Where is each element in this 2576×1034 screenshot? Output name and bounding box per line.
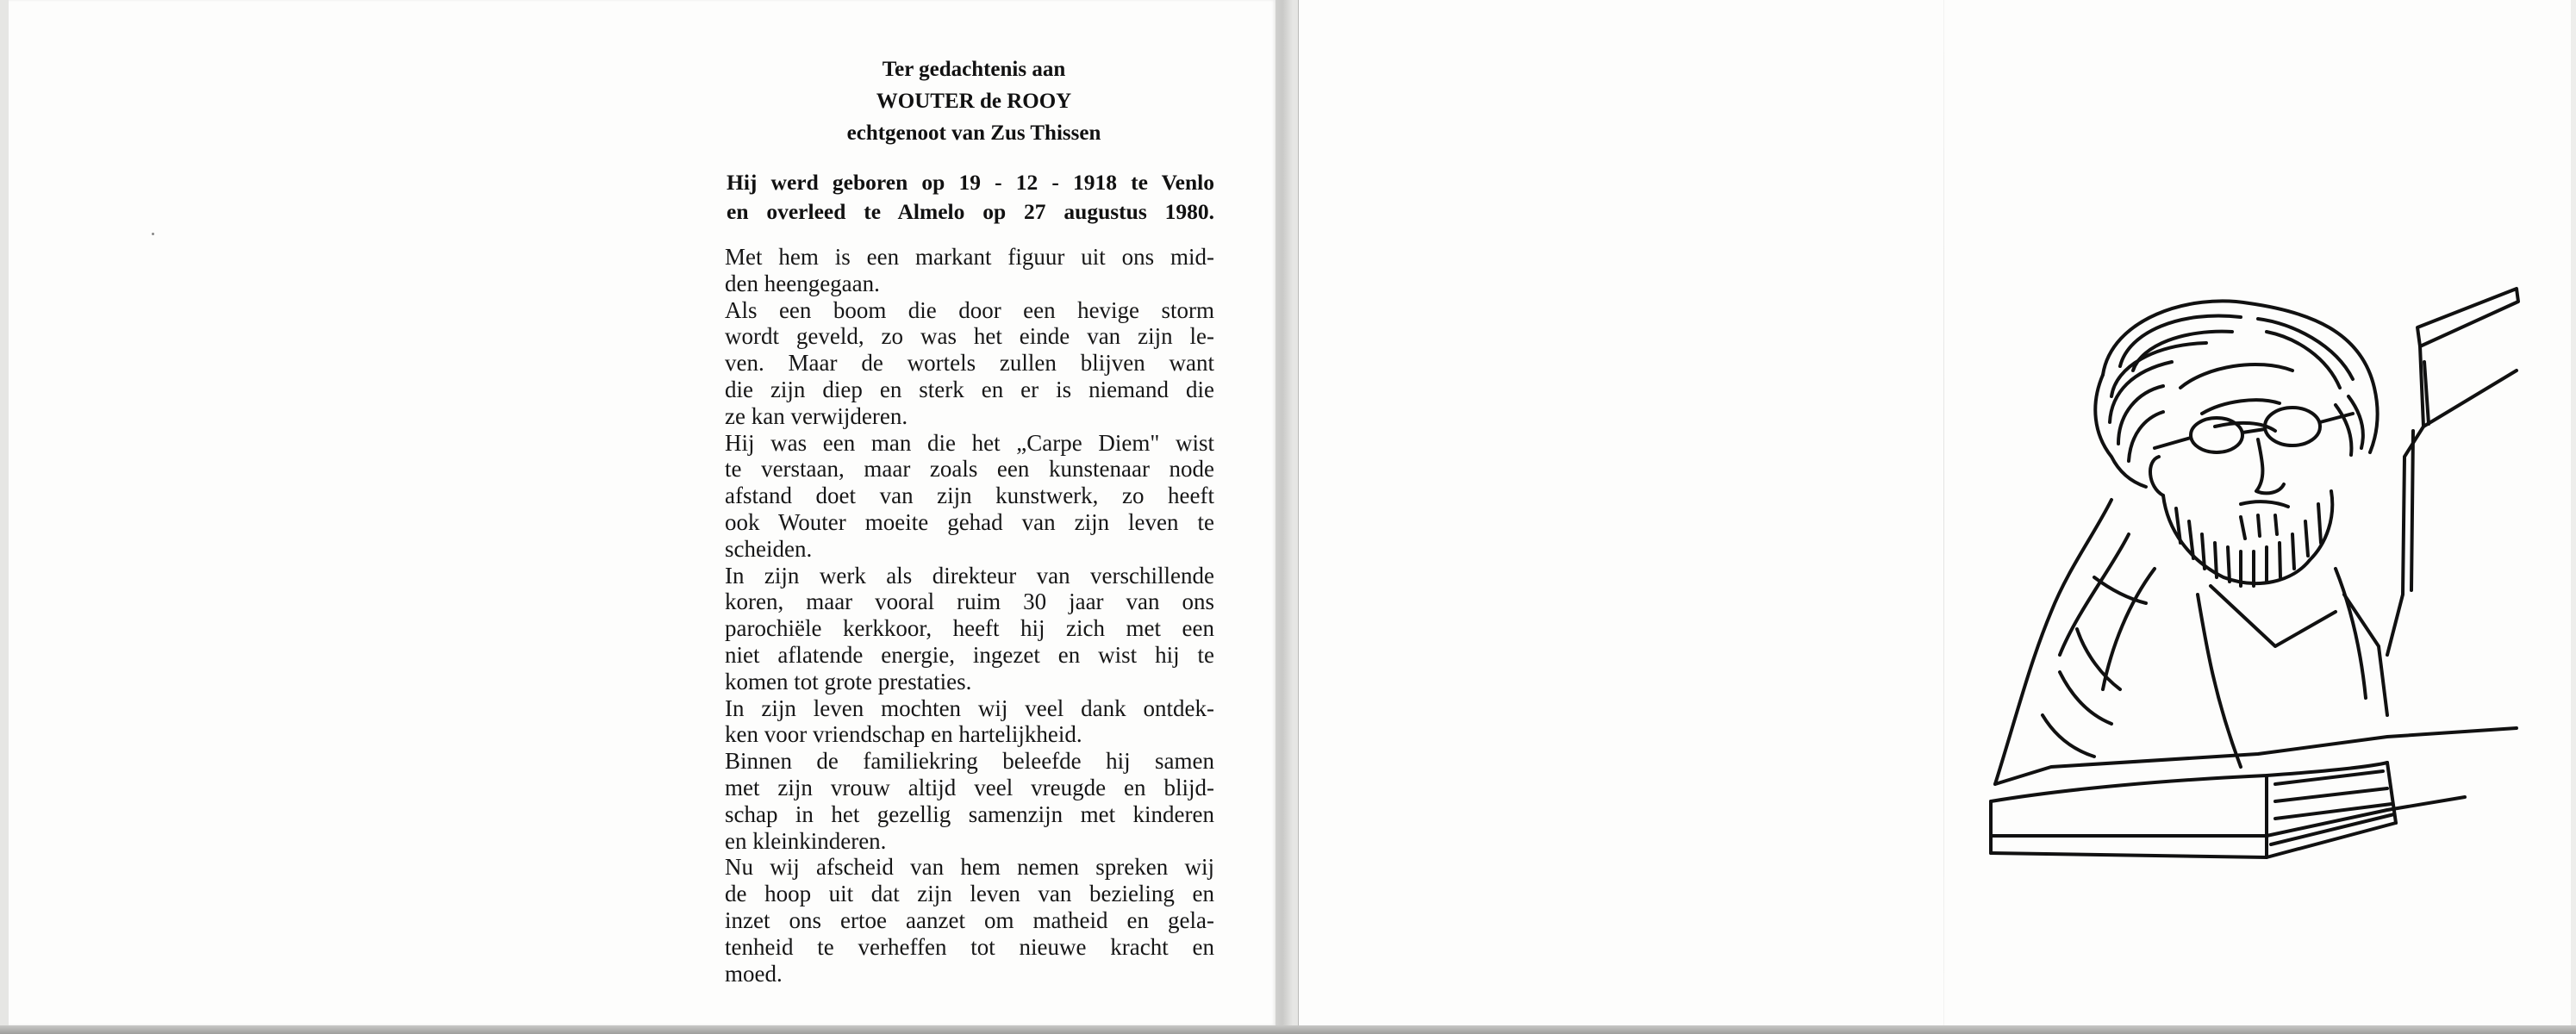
text-line: koren, maar vooral ruim 30 jaar van ons [725, 589, 1214, 615]
card-fold-line [1943, 0, 1944, 1025]
text-line: met zijn vrouw altijd veel vreugde en blijd- [725, 774, 1214, 800]
lectern-icon [1991, 728, 2517, 857]
heading-spouse: echtgenoot van Zus Thissen [846, 121, 1101, 145]
text-line: schap in het gezellig samenzijn met kinderen [725, 800, 1214, 827]
birth-death-dates [727, 168, 1214, 227]
text-line: afstand doet van zijn kunstwerk, zo heeft [725, 483, 1214, 509]
face-icon [2150, 364, 2353, 495]
text-line: Hij was een man die het „Carpe Diem" wist [725, 429, 1214, 456]
text-line: moed. [725, 960, 783, 987]
text-line: Als een boom die door een hevige storm [725, 296, 1214, 323]
text-line: ook Wouter moeite gehad van zijn leven te [725, 508, 1214, 535]
memorial-text [725, 244, 1214, 987]
text-line: ken voor vriendschap en hartelijkheid. [725, 721, 1082, 748]
text-line: Binnen de familiekring beleefde hij samen [725, 748, 1214, 775]
text-line: te verstaan, maar zoals een kunstenaar node [725, 456, 1214, 483]
music-stand-icon [2387, 289, 2518, 655]
text-line: Nu wij afscheid van hem nemen spreken wij [725, 854, 1214, 881]
text-line: inzet ons ertoe aanzet om matheid en gela- [725, 906, 1214, 933]
hair-icon [2095, 301, 2377, 487]
text-line: de hoop uit dat zijn leven van bezieling en [725, 881, 1214, 907]
text-line: den heengegaan. [725, 270, 880, 296]
portrait-sketch-icon [1982, 284, 2534, 913]
heading-name: WOUTER de ROOY [876, 90, 1072, 113]
scan-bottom-edge [0, 1025, 2576, 1034]
death-line: en overleed te Almelo op 27 augustus 1980. [727, 199, 1214, 224]
text-line: komen tot grote prestaties. [725, 668, 972, 695]
text-line: In zijn werk als direkteur van verschillende [725, 562, 1214, 589]
text-line: In zijn leven mochten wij veel dank ontdek- [725, 695, 1214, 721]
text-line: die zijn diep en sterk en er is niemand die [725, 376, 1214, 402]
beard-icon [2163, 491, 2332, 586]
text-line: scheiden. [725, 535, 813, 562]
heading-dedication: Ter gedachtenis aan [882, 58, 1066, 81]
text-line: parochiële kerkkoor, heeft hij zich met een [725, 615, 1214, 642]
text-line: ven. Maar de wortels zullen blijven want [725, 350, 1214, 377]
text-line: Met hem is een markant figuur uit ons mid- [725, 244, 1214, 270]
text-line: wordt geveld, zo was het einde van zijn le- [725, 323, 1214, 350]
text-line: niet aflatende energie, ingezet en wist hij te [725, 641, 1214, 668]
text-line: tenheid te verheffen tot nieuwe kracht en [725, 933, 1214, 960]
text-line: ze kan verwijderen. [725, 402, 908, 429]
birth-line: Hij werd geboren op 19 - 12 - 1918 te Venlo [727, 170, 1214, 195]
text-line: en kleinkinderen. [725, 827, 887, 854]
paper-speck [152, 233, 154, 235]
memorial-heading [715, 53, 1232, 149]
